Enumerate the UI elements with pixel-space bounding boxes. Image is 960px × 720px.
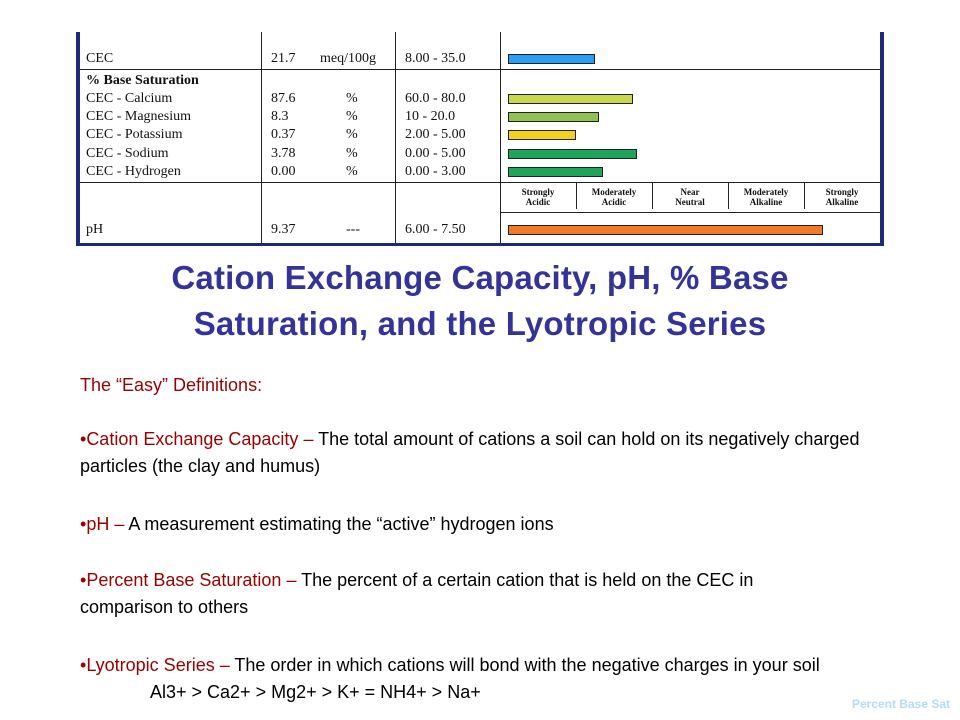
magnesium-value: 8.3	[271, 109, 289, 124]
cec-label: CEC	[86, 51, 114, 66]
definition-text: The order in which cations will bond with the negative charges in your soil	[234, 655, 820, 675]
calcium-unit: %	[346, 91, 358, 106]
lyotropic-series-order: Al3+ > Ca2+ > Mg2+ > K+ = NH4+ > Na+	[150, 682, 481, 702]
slide-title-line1: Cation Exchange Capacity, pH, % Base	[171, 259, 789, 296]
definition-base-saturation	[80, 567, 780, 621]
definition-text: The percent of a certain cation that is held on the CEC in comparison to others	[80, 570, 754, 617]
hydrogen-unit: %	[346, 164, 358, 179]
row-divider	[80, 182, 880, 183]
bullet: •	[80, 429, 87, 449]
scale-label-near-neutral: Near Neutral	[675, 187, 705, 207]
definition-lyotropic-series	[80, 652, 870, 706]
footer-label: Percent Base Sat	[851, 697, 950, 711]
definition-dash: –	[214, 655, 235, 675]
hydrogen-range: 0.00 - 3.00	[405, 164, 466, 179]
ph-range: 6.00 - 7.50	[405, 222, 466, 237]
scale-tick	[728, 182, 729, 209]
column-divider	[261, 32, 262, 243]
hydrogen-bar	[508, 167, 603, 177]
scale-divider	[500, 212, 880, 213]
calcium-value: 87.6	[271, 91, 296, 106]
sodium-value: 3.78	[271, 146, 296, 161]
base-saturation-heading: % Base Saturation	[86, 73, 199, 88]
magnesium-bar	[508, 112, 599, 122]
cec-unit: meq/100g	[320, 51, 376, 66]
ph-label: pH	[86, 222, 104, 237]
soil-report-table	[76, 32, 884, 246]
definition-dash: –	[109, 514, 129, 534]
ph-value: 9.37	[271, 222, 296, 237]
slide-title-line2: Saturation, and the Lyotropic Series	[193, 305, 767, 342]
cec-value: 21.7	[271, 51, 296, 66]
bullet: •	[80, 570, 87, 590]
definition-dash: –	[298, 429, 319, 449]
magnesium-unit: %	[346, 109, 358, 124]
sodium-label: CEC - Sodium	[86, 146, 169, 161]
scale-tick	[804, 182, 805, 209]
row-divider	[80, 69, 880, 70]
slide-title	[60, 255, 900, 347]
definition-term: Percent Base Saturation	[86, 570, 282, 590]
scale-label-strongly-acidic: Strongly Acidic	[521, 187, 555, 207]
hydrogen-value: 0.00	[271, 164, 296, 179]
bullet: •	[80, 514, 87, 534]
calcium-range: 60.0 - 80.0	[405, 91, 466, 106]
definition-cec	[80, 426, 880, 480]
sodium-range: 0.00 - 5.00	[405, 146, 466, 161]
sodium-bar	[508, 149, 637, 159]
scale-label-moderately-alkaline: Moderately Alkaline	[743, 187, 789, 207]
magnesium-label: CEC - Magnesium	[86, 109, 191, 124]
definition-term: Lyotropic Series	[86, 655, 215, 675]
definition-ph	[80, 511, 880, 538]
bullet: •	[80, 655, 87, 675]
magnesium-range: 10 - 20.0	[405, 109, 456, 124]
ph-bar	[508, 225, 823, 235]
definition-text: A measurement estimating the “active” hydrogen ions	[128, 514, 554, 534]
potassium-unit: %	[346, 127, 358, 142]
column-divider	[395, 32, 396, 243]
definition-text: The total amount of cations a soil can hold on its negatively charged particles (the clay and humus)	[80, 429, 860, 476]
calcium-bar	[508, 94, 633, 104]
calcium-label: CEC - Calcium	[86, 91, 173, 106]
potassium-range: 2.00 - 5.00	[405, 127, 466, 142]
scale-label-strongly-alkaline: Strongly Alkaline	[825, 187, 859, 207]
definition-term: Cation Exchange Capacity	[86, 429, 299, 449]
hydrogen-label: CEC - Hydrogen	[86, 164, 181, 179]
sodium-unit: %	[346, 146, 358, 161]
scale-tick	[652, 182, 653, 209]
scale-label-moderately-acidic: Moderately Acidic	[591, 187, 637, 207]
definition-term: pH	[86, 514, 110, 534]
potassium-value: 0.37	[271, 127, 296, 142]
definition-dash: –	[281, 570, 302, 590]
ph-unit: ---	[346, 222, 360, 237]
potassium-bar	[508, 130, 576, 140]
cec-range: 8.00 - 35.0	[405, 51, 466, 66]
scale-tick	[576, 182, 577, 209]
definitions-intro: The “Easy” Definitions:	[80, 375, 263, 395]
cec-bar	[508, 54, 595, 64]
potassium-label: CEC - Potassium	[86, 127, 183, 142]
